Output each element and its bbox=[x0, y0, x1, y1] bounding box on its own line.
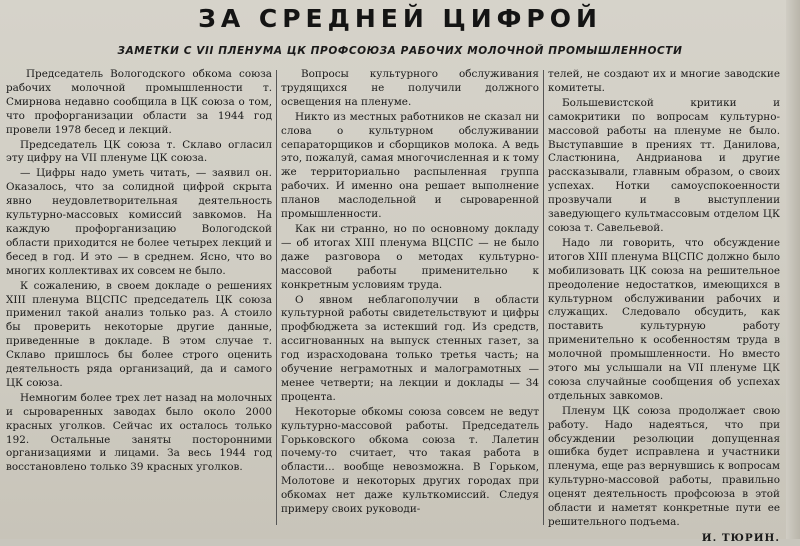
paragraph: Некоторые обкомы союза совсем не ведут культурно-массовой работы. Председатель Горьковского обкома союза т. Лалетин почему-то считает, что такая работа в области... вообще невозможна. В Горьком, Молотове и некоторых других городах при обкомах нет даже культкомиссий. Следуя примеру своих руководи- bbox=[281, 405, 539, 516]
paragraph: Вопросы культурного обслуживания трудящихся не получили должного освещения на пленуме. bbox=[281, 68, 539, 108]
paragraph: Как ни странно, но по основному докладу — об итогах XIII пленума ВЦСПС — не было даже разговора о методах культурно-массовой работы применительно к конкретным условиям труда. bbox=[281, 222, 539, 291]
article-column-3 bbox=[548, 68, 780, 544]
paragraph: Большевистской критики и самокритики по вопросам культурно-массовой работы на пленуме не было. Выступавшие в прениях тт. Данилова, Сластюнина, Андрианова и другие рассказывали, главным образом, о своих успехах. Нотки самоуспокоенности прозвучали и в выступлении заведующего культмассовым отделом ЦК союза т. Савельевой. bbox=[548, 96, 780, 234]
column-divider-2 bbox=[543, 70, 544, 525]
paragraph: телей, не создают их и многие заводские комитеты. bbox=[548, 68, 780, 94]
adjacent-page-edge bbox=[786, 0, 800, 539]
paragraph: К сожалению, в своем докладе о решениях XIII пленума ВЦСПС председатель ЦК союза применил такой анализ только раз. А стоило бы проверить некоторые другие данные, приведенные в докладе. В этом случае т. Склаво пришлось бы более строго оценить деятельность ряда организаций, да и самого ЦК союза. bbox=[6, 279, 272, 389]
paragraph: Председатель Вологодского обкома союза рабочих молочной промышленности т. Смирнова недавно сообщила в ЦК союза о том, что профорганизации области за 1944 год провели 1978 бесед и лекций. bbox=[6, 68, 272, 136]
paragraph: Немногим более трех лет назад на молочных и сыроваренных заводах было около 2000 красных уголков. Сейчас их осталось только 192. Остальные заняты посторонними организациями и лицами. За весь 1944 год восстановлено только 39 красных уголков. bbox=[6, 391, 272, 474]
article-title: ЗА СРЕДНЕЙ ЦИФРОЙ bbox=[198, 4, 602, 33]
article-subtitle: ЗАМЕТКИ С VII ПЛЕНУМА ЦК ПРОФСОЮЗА РАБОЧИХ МОЛОЧНОЙ ПРОМЫШЛЕННОСТИ bbox=[117, 45, 683, 57]
paragraph: Никто из местных работников не сказал ни слова о культурном обслуживании сепараторщиков и сборщиков молока. А ведь это, пожалуй, самая многочисленная и к тому же территориально распыленная группа рабочих. И именно она решает выполнение планов маслодельной и сыроваренной промышленности. bbox=[281, 110, 539, 221]
article-column-2 bbox=[281, 68, 539, 530]
paragraph: — Цифры надо уметь читать, — заявил он. Оказалось, что за солидной цифрой скрыта явно неудовлетворительная деятельность культурно-массовых комиссий завкомов. На каждую профорганизацию Вологодской области приходится не более четырех лекций и бесед в год. И это — в среднем. Ясно, что во многих коллективах их совсем не было. bbox=[6, 167, 272, 277]
paragraph: Пленум ЦК союза продолжает свою работу. Надо надеяться, что при обсуждении резолюции допущенная ошибка будет исправлена и участники пленума, еще раз вернувшись к вопросам культурно-массовой работы, правильно оценят деятельность профсоюза в этой области и наметят конкретные пути ее решительного подъема. bbox=[548, 404, 780, 528]
paragraph: Надо ли говорить, что обсуждение итогов XIII пленума ВЦСПС должно было мобилизовать ЦК союза на решительное преодоление недостатков, имеющихся в культурном обслуживании рабочих и служащих. Следовало обсудить, как поставить культурную работу применительно к особенностям труда в молочной промышленности. Но вместо этого мы услышали на VII пленуме ЦК союза случайные сообщения об успехах отдельных завкомов. bbox=[548, 236, 780, 402]
paragraph: Председатель ЦК союза т. Склаво огласил эту цифру на VII пленуме ЦК союза. bbox=[6, 138, 272, 165]
article-column-1 bbox=[6, 68, 272, 530]
paragraph: О явном неблагополучии в области культурной работы свидетельствуют и цифры профбюджета за истекший год. Из средств, ассигнованных на выпуск стенных газет, за год израсходована только третья часть; на обучение неграмотных и малограмотных — менее четверти; на лекции и доклады — 34 процента. bbox=[281, 293, 539, 403]
author-signature: И. ТЮРИН. bbox=[701, 531, 780, 544]
column-divider-1 bbox=[276, 70, 277, 525]
